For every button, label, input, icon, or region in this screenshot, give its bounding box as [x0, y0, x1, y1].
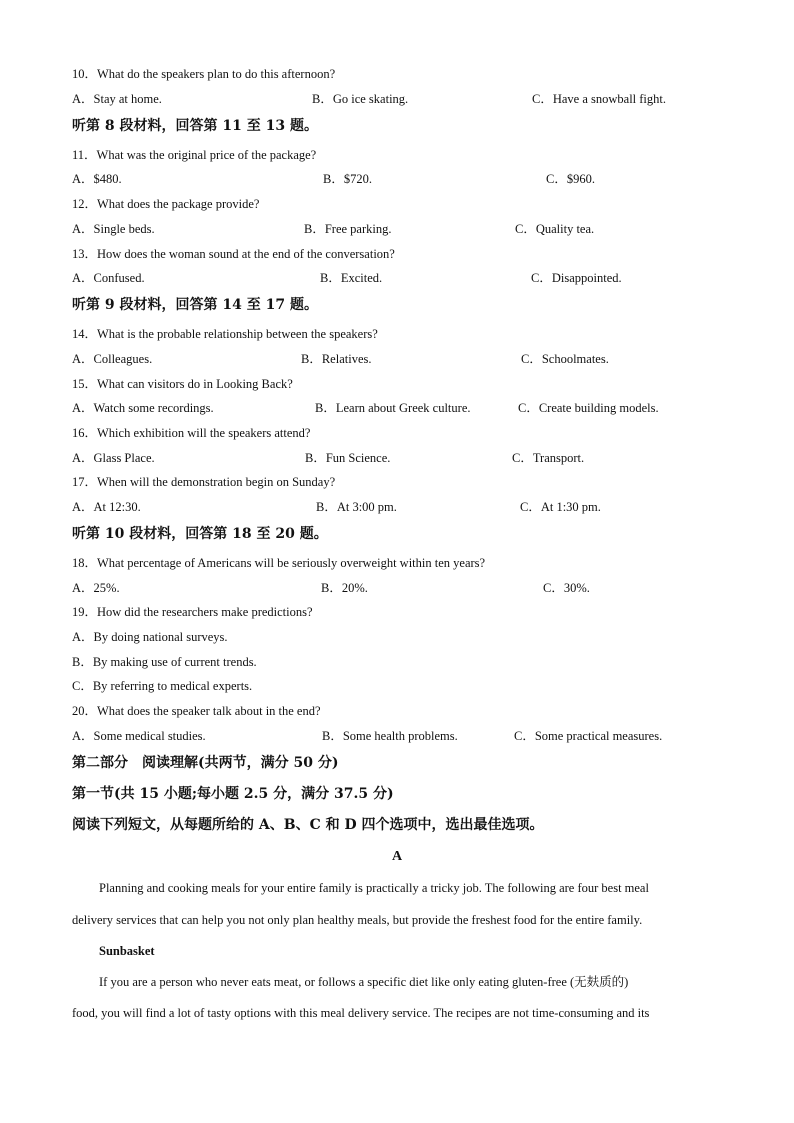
- question-12-option-b: B．Free parking.: [304, 222, 392, 236]
- question-13-option-b: B．Excited.: [320, 271, 383, 285]
- question-15-option-b: B．Learn about Greek culture.: [315, 401, 471, 415]
- question-19-option-b: B．By making use of current trends.: [72, 655, 257, 669]
- question-17-option-a: A．At 12:30.: [72, 500, 141, 514]
- question-15-option-c: C．Create building models.: [518, 401, 659, 415]
- question-17-option-b: B．At 3:00 pm.: [316, 500, 397, 514]
- part-2-heading: 第二部分 阅读理解(共两节，满分 50 分): [72, 755, 339, 771]
- part-2-section-1-heading: 第一节(共 15 小题;每小题 2.5 分，满分 37.5 分): [72, 786, 394, 802]
- section-10-heading: 听第 10 段材料，回答第 18 至 20 题。: [72, 526, 328, 542]
- question-19-option-c: C．By referring to medical experts.: [72, 679, 253, 693]
- question-18-option-b: B．20%.: [321, 581, 368, 595]
- passage-paragraph-2-line-1: If you are a person who never eats meat, or follows a specific diet like only eating gluten-free (无麸质的): [99, 975, 629, 989]
- section-9-heading: 听第 9 段材料，回答第 14 至 17 题。: [72, 297, 318, 313]
- question-11-option-c: C．$960.: [546, 172, 595, 186]
- question-20-option-c: C．Some practical measures.: [514, 729, 663, 743]
- question-12-stem: 12．What does the package provide?: [72, 197, 260, 211]
- question-13-option-a: A．Confused.: [72, 271, 145, 285]
- question-10-option-a: A．Stay at home.: [72, 92, 162, 106]
- question-19-stem: 19．How did the researchers make predictions?: [72, 605, 313, 619]
- question-16-option-c: C．Transport.: [512, 451, 585, 465]
- question-11-stem: 11．What was the original price of the package?: [72, 148, 317, 162]
- question-11-option-a: A．$480.: [72, 172, 122, 186]
- question-10-option-b: B．Go ice skating.: [312, 92, 409, 106]
- question-18-stem: 18．What percentage of Americans will be seriously overweight within ten years?: [72, 556, 486, 570]
- question-17-option-c: C．At 1:30 pm.: [520, 500, 601, 514]
- passage-paragraph-1-line-2: delivery services that can help you not only plan healthy meals, but provide the freshest food for the entire family.: [72, 913, 643, 927]
- question-12-option-a: A．Single beds.: [72, 222, 155, 236]
- question-16-stem: 16．Which exhibition will the speakers attend?: [72, 426, 311, 440]
- question-20-option-a: A．Some medical studies.: [72, 729, 206, 743]
- question-16-option-a: A．Glass Place.: [72, 451, 155, 465]
- passage-title: A: [391, 849, 403, 864]
- question-11-option-b: B．$720.: [323, 172, 372, 186]
- subheading-sunbasket: Sunbasket: [99, 944, 155, 958]
- question-20-option-b: B．Some health problems.: [322, 729, 458, 743]
- passage-paragraph-2-line-2: food, you will find a lot of tasty options with this meal delivery service. The recipes are not time-consuming and its: [72, 1006, 650, 1020]
- question-13-option-c: C．Disappointed.: [531, 271, 622, 285]
- passage-paragraph-1-line-1: Planning and cooking meals for your entire family is practically a tricky job. The following are four best meal: [99, 881, 649, 895]
- question-15-option-a: A．Watch some recordings.: [72, 401, 214, 415]
- question-14-option-a: A．Colleagues.: [72, 352, 153, 366]
- question-12-option-c: C．Quality tea.: [515, 222, 595, 236]
- question-16-option-b: B．Fun Science.: [305, 451, 391, 465]
- reading-instruction: 阅读下列短文，从每题所给的 A、B、C 和 D 四个选项中，选出最佳选项。: [72, 817, 544, 833]
- section-8-heading: 听第 8 段材料，回答第 11 至 13 题。: [72, 118, 318, 134]
- question-18-option-c: C．30%.: [543, 581, 590, 595]
- question-10-option-c: C．Have a snowball fight.: [532, 92, 667, 106]
- question-17-stem: 17．When will the demonstration begin on Sunday?: [72, 475, 336, 489]
- question-14-option-c: C．Schoolmates.: [521, 352, 609, 366]
- question-15-stem: 15．What can visitors do in Looking Back?: [72, 377, 293, 391]
- question-10-stem: 10．What do the speakers plan to do this afternoon?: [72, 67, 336, 81]
- question-18-option-a: A．25%.: [72, 581, 120, 595]
- question-14-option-b: B．Relatives.: [301, 352, 372, 366]
- question-13-stem: 13．How does the woman sound at the end of the conversation?: [72, 247, 395, 261]
- question-19-option-a: A．By doing national surveys.: [72, 630, 228, 644]
- question-14-stem: 14．What is the probable relationship between the speakers?: [72, 327, 378, 341]
- question-20-stem: 20．What does the speaker talk about in the end?: [72, 704, 321, 718]
